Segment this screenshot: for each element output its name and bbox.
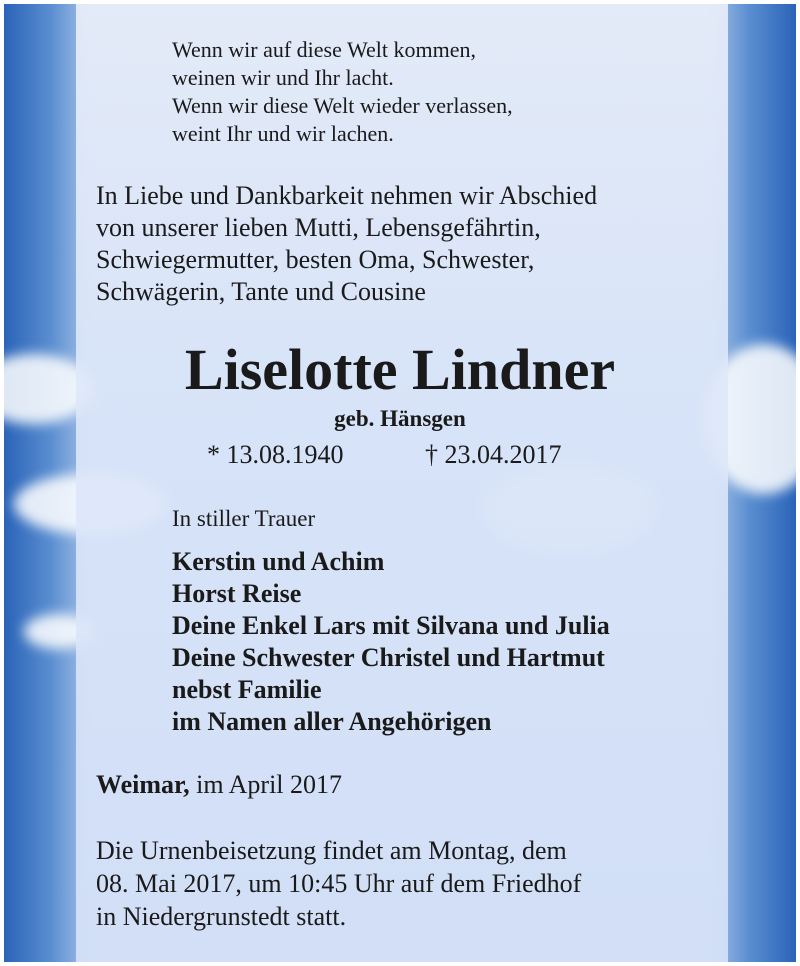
death-date: † 23.04.2017	[425, 440, 562, 469]
mourner-line: Kerstin und Achim	[172, 547, 385, 576]
poem-line: Wenn wir diese Welt wieder verlassen,	[172, 93, 513, 118]
mourner-line: Deine Schwester Christel und Hartmut	[172, 643, 605, 672]
birth-name: geb. Hänsgen	[334, 406, 466, 431]
burial-line: 08. Mai 2017, um 10:45 Uhr auf dem Friedhof	[96, 869, 582, 898]
mourner-line: im Namen aller Angehörigen	[172, 707, 492, 736]
burial-line: in Niedergrunstedt statt.	[96, 902, 347, 931]
intro-line: von unserer lieben Mutti, Lebensgefährtin,	[96, 213, 541, 242]
intro-text	[96, 180, 597, 308]
mourner-line: Horst Reise	[172, 579, 302, 608]
poem-line: Wenn wir auf diese Welt kommen,	[172, 37, 476, 62]
deceased-name: Liselotte Lindner	[184, 337, 616, 402]
place-month: im April 2017	[189, 770, 343, 799]
birth-date: * 13.08.1940	[207, 440, 344, 469]
poem-line: weint Ihr und wir lachen.	[172, 121, 394, 146]
mourner-line: nebst Familie	[172, 675, 322, 704]
place-city: Weimar,	[96, 770, 190, 799]
intro-line: Schwägerin, Tante und Cousine	[96, 277, 426, 306]
mourner-line: Deine Enkel Lars mit Silvana und Julia	[172, 611, 610, 640]
burial-info	[96, 834, 581, 933]
place-date	[96, 770, 342, 800]
burial-line: Die Urnenbeisetzung findet am Montag, dem	[96, 836, 567, 865]
poem-line: weinen wir und Ihr lacht.	[172, 65, 394, 90]
mourning-label: In stiller Trauer	[172, 506, 316, 531]
mourners-list	[172, 546, 610, 738]
poem	[172, 36, 513, 148]
intro-line: Schwiegermutter, besten Oma, Schwester,	[96, 245, 535, 274]
intro-line: In Liebe und Dankbarkeit nehmen wir Abschied	[96, 181, 598, 210]
